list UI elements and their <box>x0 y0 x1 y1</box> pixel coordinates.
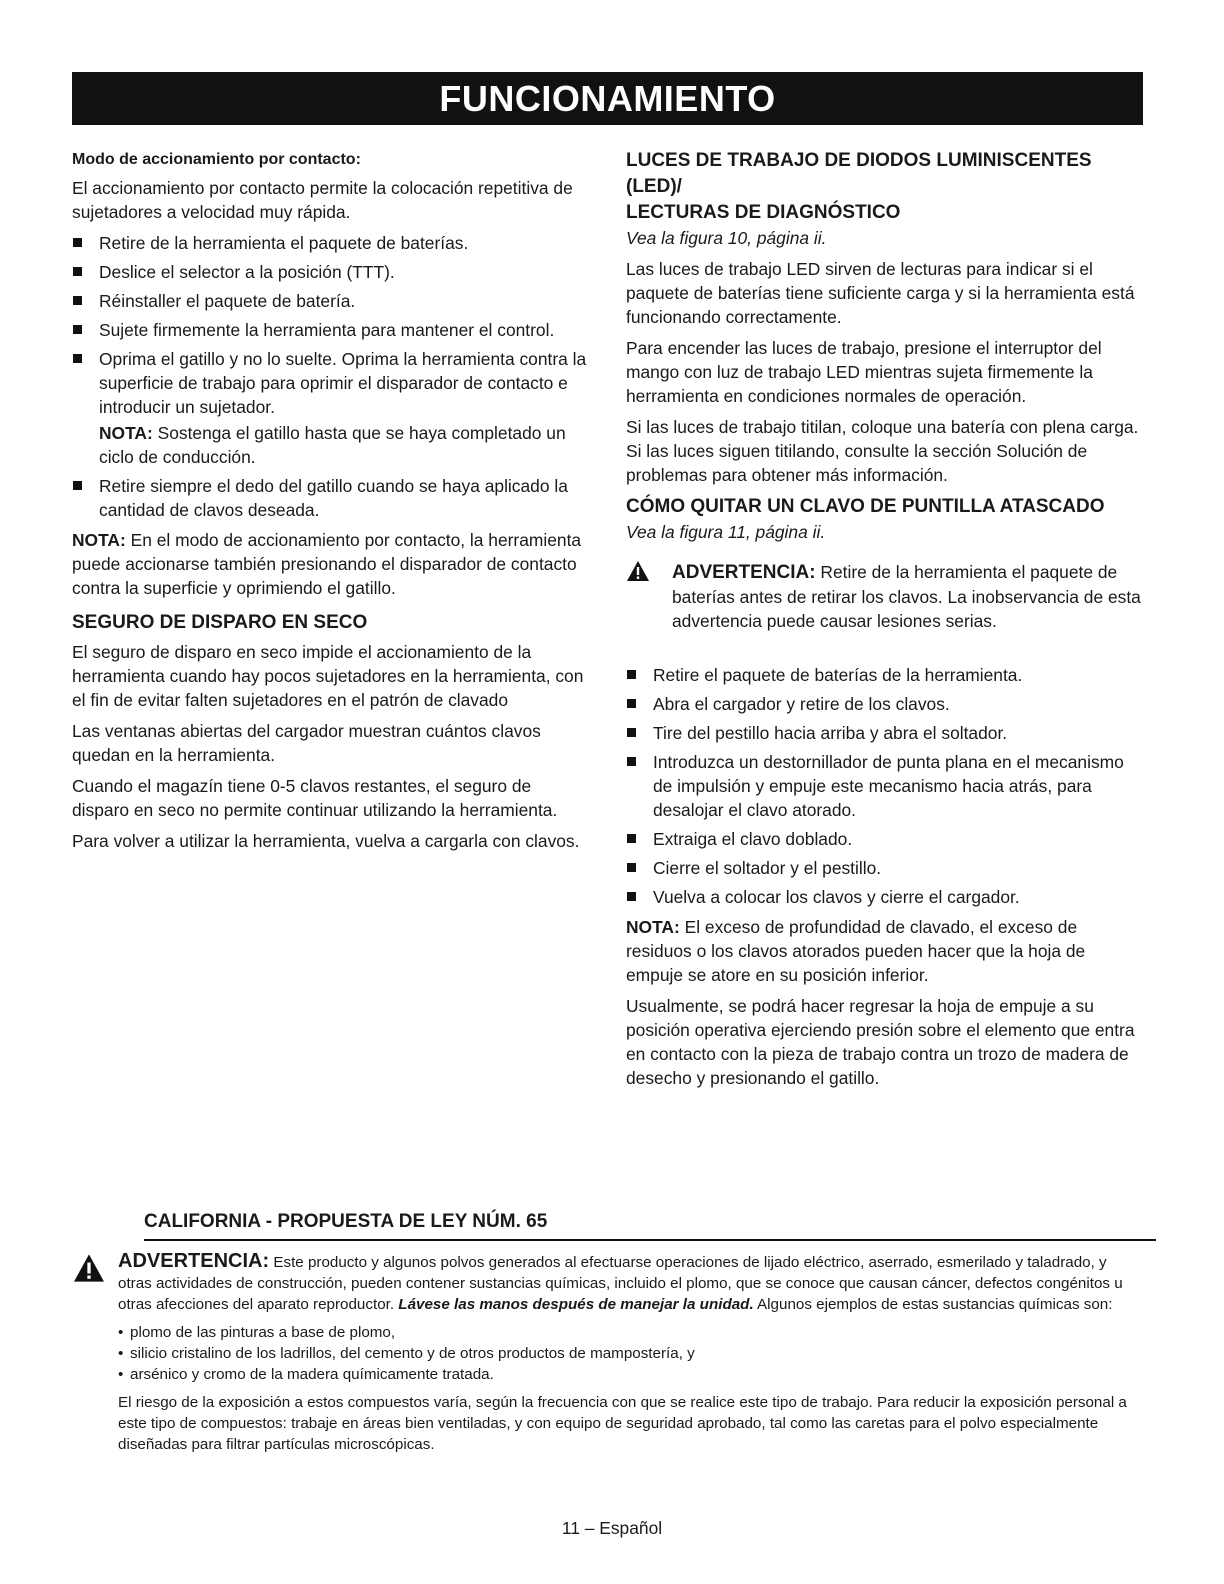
figure-reference: Vea la figura 10, página ii. <box>626 228 827 248</box>
jam-warning <box>626 560 1143 633</box>
paragraph: Para encender las luces de trabajo, presione el interruptor del mango con luz de trabajo LED mientras sujeta firmemente la herramienta en condiciones normales de operación. <box>626 338 1102 406</box>
contact-mode-note <box>72 528 590 600</box>
prop65-heading: CALIFORNIA - PROPUESTA DE LEY NÚM. 65 <box>144 1209 1156 1241</box>
list-item: • silicio cristalino de los ladrillos, del cemento y de otros productos de mampostería, y <box>118 1343 1143 1364</box>
warning-label: ADVERTENCIA: <box>118 1250 270 1272</box>
paragraph: Las luces de trabajo LED sirven de lecturas para indicar si el paquete de baterías tiene suficiente carga y si la herramienta está funcionando correctamente. <box>626 259 1135 327</box>
note-label: NOTA: <box>626 917 680 937</box>
warning-emphasis: Lávese las manos después de manejar la unidad. <box>398 1296 754 1313</box>
prop65-section <box>72 1209 1143 1462</box>
warning-triangle-icon <box>72 1253 106 1283</box>
left-column <box>72 148 590 860</box>
list-item: Deslice el selector a la posición (TTT). <box>72 260 590 284</box>
page-number: 11 – Español <box>561 1518 663 1538</box>
warning-tail: Algunos ejemplos de estas sustancias químicas son: <box>753 1296 1113 1313</box>
contact-mode-steps <box>72 231 590 522</box>
chemical-list <box>118 1322 1143 1385</box>
list-item: Sujete firmemente la herramienta para mantener el control. <box>72 318 590 342</box>
led-heading-line-2: LECTURAS DE DIAGNÓSTICO <box>626 202 901 223</box>
paragraph: Si las luces de trabajo titilan, coloque una batería con plena carga. Si las luces siguen titilando, consulte la sección Solución de problemas para obtener más información. <box>626 417 1139 485</box>
warning-body: Este producto y algunos polvos generados al efectuarse operaciones de lijado eléctrico, aserrado, esmerilado y taladrado, y otras actividades de construcción, pueden contener sustancias químicas, incluido el plomo, que se conoce que causan cáncer, defectos congénitos u otras afecciones del aparato reproductor. <box>118 1254 1123 1313</box>
note-text: El exceso de profundidad de clavado, el exceso de residuos o los clavos atorados pueden hacer que la hoja de empuje se atore en su posición inferior. <box>626 917 1086 985</box>
paragraph: Las ventanas abiertas del cargador muestran cuántos clavos quedan en la herramienta. <box>72 721 541 765</box>
prop65-body <box>72 1251 1143 1455</box>
list-item: Retire el paquete de baterías de la herramienta. <box>626 663 1143 687</box>
paragraph: El seguro de disparo en seco impide el accionamiento de la herramienta cuando hay pocos sujetadores en la herramienta, con el fin de evitar falten sujetadores en el patrón de clavado <box>72 642 584 710</box>
list-item <box>72 347 590 469</box>
led-heading-line-1: LUCES DE TRABAJO DE DIODOS LUMINISCENTES (LED)/ <box>626 150 1092 197</box>
warning-body: Retire de la herramienta el paquete de baterías antes de retirar los clavos. La inobservancia de esta advertencia puede causar lesiones serias. <box>672 562 1141 631</box>
list-item: Cierre el soltador y el pestillo. <box>626 856 1143 880</box>
prop65-warning <box>118 1251 1143 1315</box>
list-item: Réinstaller el paquete de batería. <box>72 289 590 313</box>
list-item: Introduzca un destornillador de punta plana en el mecanismo de impulsión y empuje este mecanismo hacia atrás, para desalojar el clavo atorado. <box>626 750 1143 822</box>
contact-mode-title: Modo de accionamiento por contacto: <box>72 151 361 168</box>
list-item: Vuelva a colocar los clavos y cierre el cargador. <box>626 885 1143 909</box>
list-item: Extraiga el clavo doblado. <box>626 827 1143 851</box>
note-label: NOTA: <box>72 530 126 550</box>
note-text: En el modo de accionamiento por contacto, la herramienta puede accionarse también presionando el disparador de contacto contra la superficie y oprimiendo el gatillo. <box>72 530 582 598</box>
warning-text <box>672 560 1143 633</box>
list-item: • plomo de las pinturas a base de plomo, <box>118 1322 1143 1343</box>
right-column <box>626 148 1143 1097</box>
note-label: NOTA: <box>99 423 153 443</box>
figure-reference: Vea la figura 11, página ii. <box>626 522 826 542</box>
step-text: Oprima el gatillo y no lo suelte. Oprima la herramienta contra la superficie de trabajo para oprimir el disparador de contacto e introducir un sujetador. <box>99 349 587 417</box>
list-item: Tire del pestillo hacia arriba y abra el soltador. <box>626 721 1143 745</box>
note-text: Sostenga el gatillo hasta que se haya completado un ciclo de conducción. <box>99 423 566 467</box>
contact-mode-intro: El accionamiento por contacto permite la colocación repetitiva de sujetadores a velocidad muy rápida. <box>72 178 573 222</box>
warning-triangle-icon <box>626 560 650 582</box>
paragraph: Para volver a utilizar la herramienta, vuelva a cargarla con clavos. <box>72 831 580 851</box>
warning-label: ADVERTENCIA: <box>672 562 816 583</box>
jam-heading: CÓMO QUITAR UN CLAVO DE PUNTILLA ATASCADO <box>626 496 1105 517</box>
paragraph: Cuando el magazín tiene 0-5 clavos restantes, el seguro de disparo en seco no permite continuar utilizando la herramienta. <box>72 776 558 820</box>
list-item: Retire de la herramienta el paquete de baterías. <box>72 231 590 255</box>
section-banner: FUNCIONAMIENTO <box>72 72 1143 125</box>
step-note <box>99 421 590 469</box>
led-heading <box>626 148 1143 226</box>
list-item: • arsénico y cromo de la madera químicamente tratada. <box>118 1364 1143 1385</box>
dry-fire-heading: SEGURO DE DISPARO EN SECO <box>72 612 368 633</box>
jam-steps <box>626 663 1143 909</box>
jam-note <box>626 915 1143 987</box>
list-item: Abra el cargador y retire de los clavos. <box>626 692 1143 716</box>
paragraph: Usualmente, se podrá hacer regresar la hoja de empuje a su posición operativa ejerciendo presión sobre el elemento que entra en contacto con la pieza de trabajo contra un trozo de madera de desecho y presionando el gatillo. <box>626 996 1135 1088</box>
list-item: Retire siempre el dedo del gatillo cuando se haya aplicado la cantidad de clavos deseada. <box>72 474 590 522</box>
prop65-closing: El riesgo de la exposición a estos compuestos varía, según la frecuencia con que se realice este tipo de trabajo. Para reducir la exposición personal a este tipo de compuestos: trabaje en áreas bien ventiladas, y con equipo de seguridad aprobado, tal como las caretas para el polvo especialmente diseñadas para filtrar partículas microscópicas. <box>118 1394 1127 1453</box>
